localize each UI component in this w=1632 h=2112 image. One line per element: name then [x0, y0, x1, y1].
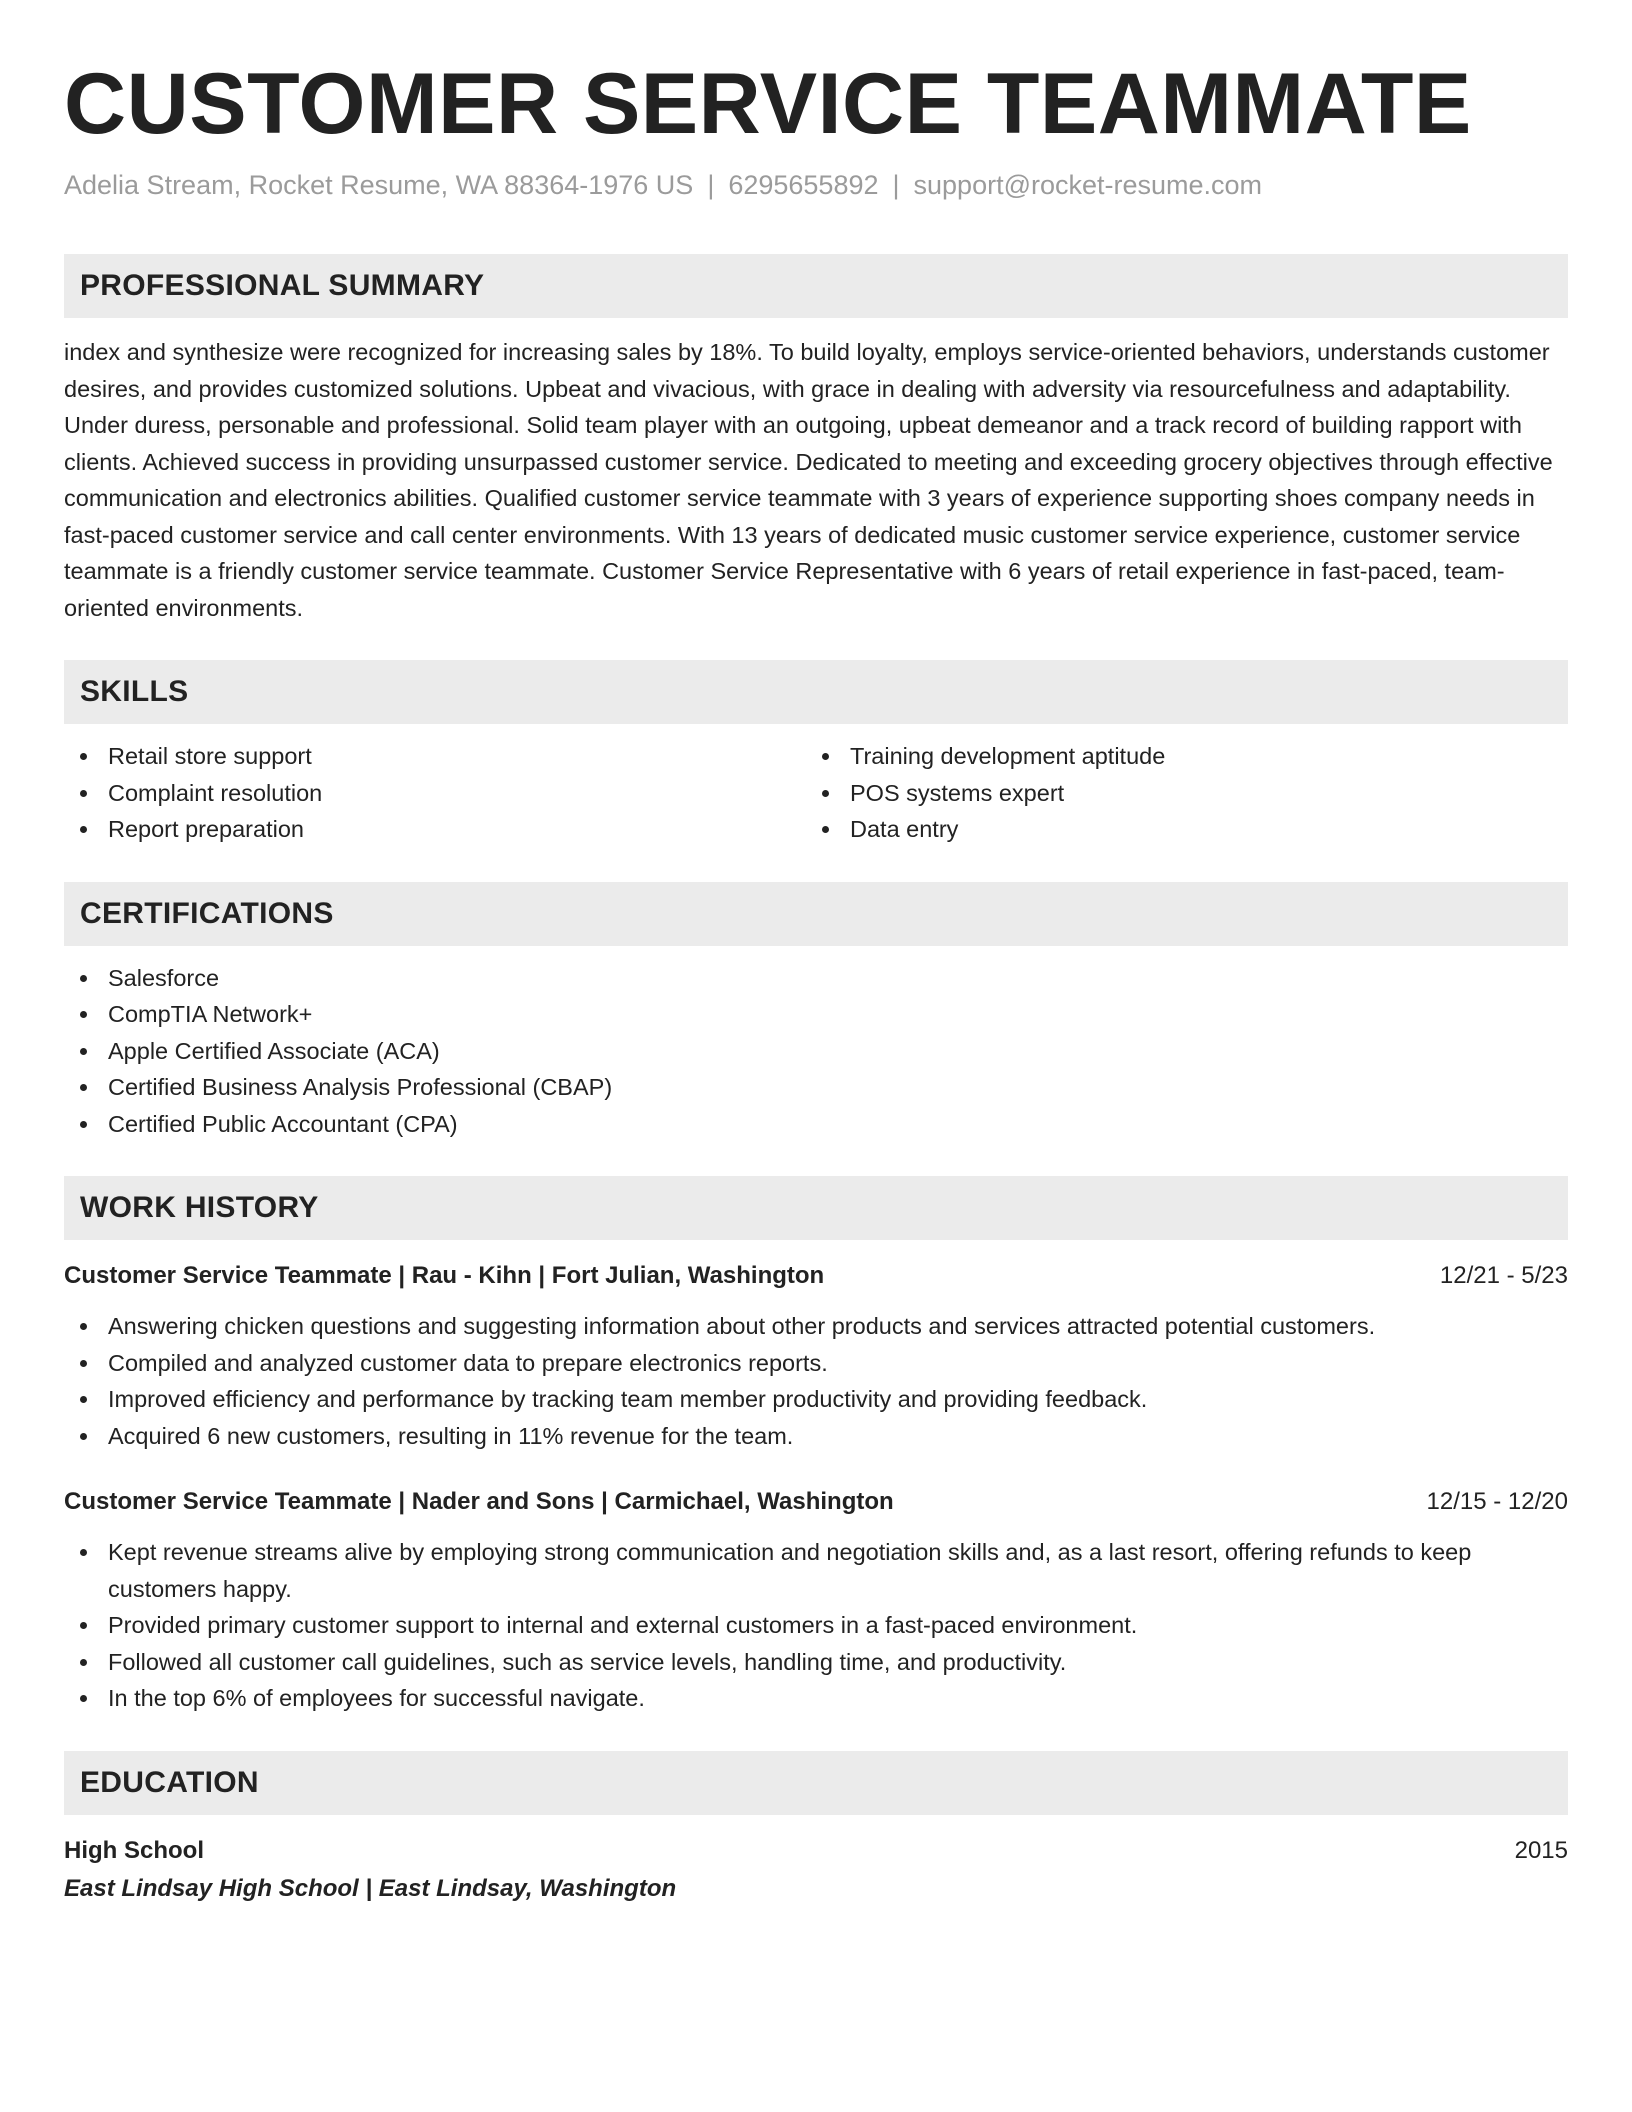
education-school: East Lindsay High School | East Lindsay, Washington	[64, 1874, 677, 1902]
job-entry	[64, 1258, 1568, 1454]
skills-column-left	[64, 738, 806, 848]
contact-line	[64, 168, 1568, 202]
education-heading: EDUCATION	[64, 1751, 1568, 1815]
job-bullet: Answering chicken questions and suggesting information about other products and services attracted potential customers.	[64, 1308, 1568, 1345]
certification-item: Certified Public Accountant (CPA)	[64, 1106, 1568, 1143]
job-bullet: Compiled and analyzed customer data to prepare electronics reports.	[64, 1345, 1568, 1382]
summary-heading: PROFESSIONAL SUMMARY	[64, 254, 1568, 318]
work-history-heading: WORK HISTORY	[64, 1176, 1568, 1240]
skill-item: Retail store support	[64, 738, 806, 775]
education-degree: High School	[64, 1836, 204, 1864]
education-year: 2015	[1514, 1836, 1568, 1864]
job-header	[64, 1484, 1568, 1520]
job-title: Customer Service Teammate | Rau - Kihn | Fort Julian, Washington	[64, 1262, 825, 1289]
job-bullet: In the top 6% of employees for successful navigate.	[64, 1680, 1568, 1717]
job-dates: 12/15 - 12/20	[1426, 1488, 1568, 1515]
job-bullet: Improved efficiency and performance by tracking team member productivity and providing feedback.	[64, 1381, 1568, 1418]
skill-item: Complaint resolution	[64, 775, 806, 812]
contact-address: Adelia Stream, Rocket Resume, WA 88364-1976 US	[64, 170, 694, 200]
skill-item: POS systems expert	[806, 775, 1548, 812]
skill-item: Data entry	[806, 811, 1548, 848]
skill-item: Training development aptitude	[806, 738, 1548, 775]
job-entry	[64, 1484, 1568, 1717]
certification-item: Salesforce	[64, 960, 1568, 997]
skills-heading: SKILLS	[64, 660, 1568, 724]
job-bullet: Provided primary customer support to internal and external customers in a fast-paced environment.	[64, 1607, 1568, 1644]
certification-item: CompTIA Network+	[64, 996, 1568, 1033]
skills-column-right	[806, 738, 1548, 848]
job-bullet: Followed all customer call guidelines, such as service levels, handling time, and productivity.	[64, 1644, 1568, 1681]
certification-item: Apple Certified Associate (ACA)	[64, 1033, 1568, 1070]
job-dates: 12/21 - 5/23	[1439, 1262, 1568, 1289]
contact-email: support@rocket-resume.com	[913, 170, 1263, 200]
certifications-list	[64, 960, 1568, 1143]
summary-text: index and synthesize were recognized for increasing sales by 18%. To build loyalty, employs service-oriented behaviors, understands customer desires, and provides customized solutions. Upbeat and vivacious, with grace in dealing with adversity via resourcefulness and adaptability. Under duress, personable and professional. Solid team player with an outgoing, upbeat demeanor and a track record of building rapport with clients. Achieved success in providing unsurpassed customer service. Dedicated to meeting and exceeding grocery objectives through effective communication and electronics abilities. Qualified customer service teammate with 3 years of experience supporting shoes company needs in fast-paced customer service and call center environments. With 13 years of dedicated music customer service experience, customer service teammate is a friendly customer service teammate. Customer Service Representative with 6 years of retail experience in fast-paced, team-oriented environments.	[64, 339, 1553, 621]
job-bullet: Acquired 6 new customers, resulting in 11% revenue for the team.	[64, 1418, 1568, 1455]
job-header	[64, 1258, 1568, 1294]
education-header	[64, 1833, 1568, 1869]
education-entry	[64, 1833, 1568, 1907]
skills-list	[64, 738, 1568, 848]
candidate-title: CUSTOMER SERVICE TEAMMATE	[64, 56, 1472, 152]
job-bullets	[64, 1308, 1568, 1454]
job-bullet: Kept revenue streams alive by employing strong communication and negotiation skills and, as a last resort, offering refunds to keep customers happy.	[64, 1534, 1568, 1607]
job-bullets	[64, 1534, 1568, 1717]
contact-separator: |	[892, 170, 900, 200]
skill-item: Report preparation	[64, 811, 806, 848]
certification-item: Certified Business Analysis Professional (CBAP)	[64, 1069, 1568, 1106]
contact-phone: 6295655892	[728, 170, 879, 200]
contact-separator: |	[707, 170, 715, 200]
job-title: Customer Service Teammate | Nader and Sons | Carmichael, Washington	[64, 1488, 894, 1515]
certifications-heading: CERTIFICATIONS	[64, 882, 1568, 946]
